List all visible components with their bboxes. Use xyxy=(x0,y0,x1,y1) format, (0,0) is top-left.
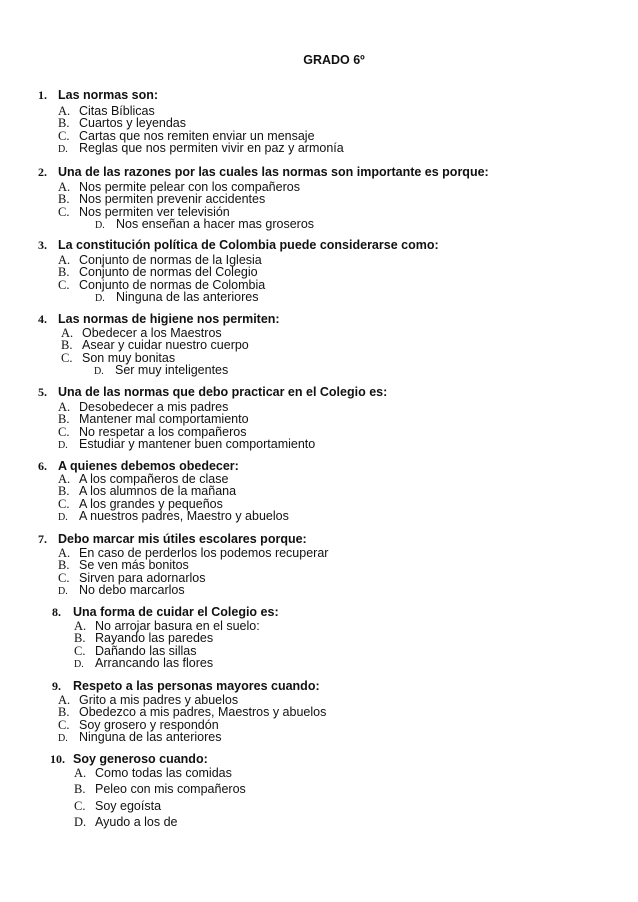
option-letter: D. xyxy=(74,658,84,670)
option-text: Asear y cuidar nuestro cuerpo xyxy=(82,338,249,353)
question-number: 7. xyxy=(38,532,47,546)
answer-option xyxy=(74,783,246,795)
option-letter: D. xyxy=(58,439,68,451)
question-number: 9. xyxy=(52,679,61,693)
option-text: Ninguna de las anteriores xyxy=(116,289,259,304)
question-number: 4. xyxy=(38,312,47,326)
option-text: Se ven más bonitos xyxy=(79,558,189,573)
option-letter: A. xyxy=(74,766,87,780)
option-text: Cartas que nos remiten enviar un mensaje xyxy=(79,128,315,143)
option-letter: A. xyxy=(58,180,71,194)
option-text: Cuartos y leyendas xyxy=(79,116,187,131)
option-letter: C. xyxy=(58,424,70,439)
question-number: 1. xyxy=(38,88,47,102)
question-stem: A quienes debemos obedecer: xyxy=(58,459,239,473)
question-stem: Debo marcar mis útiles escolares porque: xyxy=(58,532,307,546)
option-letter: D. xyxy=(58,732,68,744)
question-number: 2. xyxy=(38,165,47,179)
answer-option xyxy=(58,559,189,571)
answer-option xyxy=(74,632,213,644)
option-letter: A. xyxy=(58,253,71,267)
answer-option xyxy=(58,510,289,524)
option-letter: C. xyxy=(58,277,70,292)
option-letter: B. xyxy=(74,631,86,646)
option-letter: C. xyxy=(58,204,70,219)
option-letter: A. xyxy=(58,104,71,118)
option-letter: B. xyxy=(58,412,70,427)
option-text: Conjunto de normas de Colombia xyxy=(79,277,266,292)
option-text: Como todas las comidas xyxy=(95,766,232,780)
option-text: Conjunto de normas del Colegio xyxy=(79,265,258,280)
answer-option xyxy=(58,206,230,218)
option-letter: D. xyxy=(58,511,68,523)
option-text: Citas Bíblicas xyxy=(79,104,155,118)
answer-option xyxy=(61,352,175,364)
option-text: Son muy bonitas xyxy=(82,350,176,365)
option-letter: B. xyxy=(58,265,70,280)
answer-option xyxy=(74,767,232,779)
answer-option xyxy=(58,142,344,156)
option-text: Ayudo a los de xyxy=(95,814,178,829)
option-letter: B. xyxy=(58,116,70,131)
answer-option xyxy=(74,657,213,671)
answer-option xyxy=(58,130,315,142)
answer-option xyxy=(74,800,161,812)
option-text: Ser muy inteligentes xyxy=(115,362,229,377)
answer-option xyxy=(95,291,258,305)
option-text: Soy grosero y respondón xyxy=(79,717,219,732)
option-text: Dañando las sillas xyxy=(95,643,197,658)
option-text: Arrancando las flores xyxy=(95,655,214,670)
option-text: En caso de perderlos los podemos recuperar xyxy=(79,546,329,560)
option-letter: C. xyxy=(58,570,70,585)
answer-option xyxy=(58,572,205,584)
question-stem-line xyxy=(38,238,439,252)
question-stem-line xyxy=(52,605,279,619)
option-letter: D. xyxy=(95,219,105,231)
option-text: Peleo con mis compañeros xyxy=(95,782,246,797)
answer-option xyxy=(58,485,236,497)
option-text: Mantener mal comportamiento xyxy=(79,412,249,427)
question-number: 8. xyxy=(52,605,61,619)
question-number: 3. xyxy=(38,238,47,252)
option-text: Rayando las paredes xyxy=(95,631,214,646)
option-text: Nos permiten ver televisión xyxy=(79,204,230,219)
option-text: Ninguna de las anteriores xyxy=(79,729,222,744)
option-letter: B. xyxy=(74,782,86,797)
option-letter: C. xyxy=(58,717,70,732)
answer-option xyxy=(58,426,246,438)
option-text: Obedecer a los Maestros xyxy=(82,326,222,340)
option-text: Sirven para adornarlos xyxy=(79,570,206,585)
answer-option xyxy=(58,117,186,129)
answer-option xyxy=(58,438,315,452)
option-text: Grito a mis padres y abuelos xyxy=(79,693,239,707)
option-text: Estudiar y mantener buen comportamiento xyxy=(79,436,316,451)
option-text: No respetar a los compañeros xyxy=(79,424,247,439)
question-number: 10. xyxy=(50,752,65,766)
question-stem-line xyxy=(52,679,320,693)
option-letter: A. xyxy=(58,400,71,414)
answer-option xyxy=(58,413,249,425)
option-text: Conjunto de normas de la Iglesia xyxy=(79,253,262,267)
option-text: Soy egoísta xyxy=(95,798,162,813)
option-letter: B. xyxy=(58,558,70,573)
question-stem: La constitución política de Colombia puede considerarse como: xyxy=(58,238,439,252)
answer-option xyxy=(58,279,265,291)
option-text: Reglas que nos permiten vivir en paz y armonía xyxy=(79,140,344,155)
option-letter: C. xyxy=(74,798,86,813)
option-text: Nos enseñan a hacer mas groseros xyxy=(116,216,315,231)
option-letter: A. xyxy=(61,326,74,340)
question-stem-line xyxy=(50,752,208,766)
option-letter: B. xyxy=(61,338,73,353)
option-text: A los compañeros de clase xyxy=(79,472,229,486)
answer-option xyxy=(58,706,326,718)
option-text: Desobedecer a mis padres xyxy=(79,400,229,414)
option-letter: B. xyxy=(58,705,70,720)
question-number: 5. xyxy=(38,385,47,399)
question-stem: Las normas de higiene nos permiten: xyxy=(58,312,280,326)
answer-option xyxy=(58,498,223,510)
option-letter: A. xyxy=(58,546,71,560)
option-text: No arrojar basura en el suelo: xyxy=(95,619,260,633)
answer-option xyxy=(58,266,258,278)
option-letter: D. xyxy=(58,585,68,597)
option-letter: C. xyxy=(58,496,70,511)
answer-option xyxy=(61,339,249,351)
question-stem-line xyxy=(38,459,239,473)
answer-option xyxy=(58,731,221,745)
question-stem: Una forma de cuidar el Colegio es: xyxy=(73,605,279,619)
option-letter: C. xyxy=(74,643,86,658)
option-letter: A. xyxy=(74,619,87,633)
answer-option xyxy=(58,193,265,205)
option-text: A los grandes y pequeños xyxy=(79,496,223,511)
question-stem: Las normas son: xyxy=(58,88,159,102)
question-stem: Una de las razones por las cuales las normas son importante es porque: xyxy=(58,165,489,179)
page-title: GRADO 6º xyxy=(303,53,365,67)
option-text: A nuestros padres, Maestro y abuelos xyxy=(79,508,289,523)
question-stem-line xyxy=(38,88,158,102)
option-letter: D. xyxy=(58,143,68,155)
answer-option xyxy=(58,584,185,598)
answer-option xyxy=(74,645,196,657)
option-text: Obedezco a mis padres, Maestros y abuelos xyxy=(79,705,327,720)
option-text: Nos permite pelear con los compañeros xyxy=(79,180,300,194)
option-text: A los alumnos de la mañana xyxy=(79,484,237,499)
option-letter: B. xyxy=(58,484,70,499)
answer-option xyxy=(95,218,314,232)
option-text: No debo marcarlos xyxy=(79,582,185,597)
question-stem: Respeto a las personas mayores cuando: xyxy=(73,679,320,693)
option-letter: C. xyxy=(58,128,70,143)
answer-option xyxy=(58,719,219,731)
option-letter: C. xyxy=(61,350,73,365)
option-letter: D. xyxy=(95,292,105,304)
option-letter: B. xyxy=(58,192,70,207)
option-letter: D. xyxy=(74,814,87,829)
option-letter: A. xyxy=(58,472,71,486)
question-number: 6. xyxy=(38,459,47,473)
option-letter: D. xyxy=(94,365,104,377)
question-stem-line xyxy=(38,312,280,326)
option-letter: A. xyxy=(58,693,71,707)
option-text: Nos permiten prevenir accidentes xyxy=(79,192,266,207)
answer-option xyxy=(94,364,228,378)
question-stem: Una de las normas que debo practicar en el Colegio es: xyxy=(58,385,388,399)
question-stem-line xyxy=(38,165,489,179)
question-stem-line xyxy=(38,532,307,546)
question-stem: Soy generoso cuando: xyxy=(73,752,208,766)
question-stem-line xyxy=(38,385,387,399)
answer-option xyxy=(74,816,177,828)
